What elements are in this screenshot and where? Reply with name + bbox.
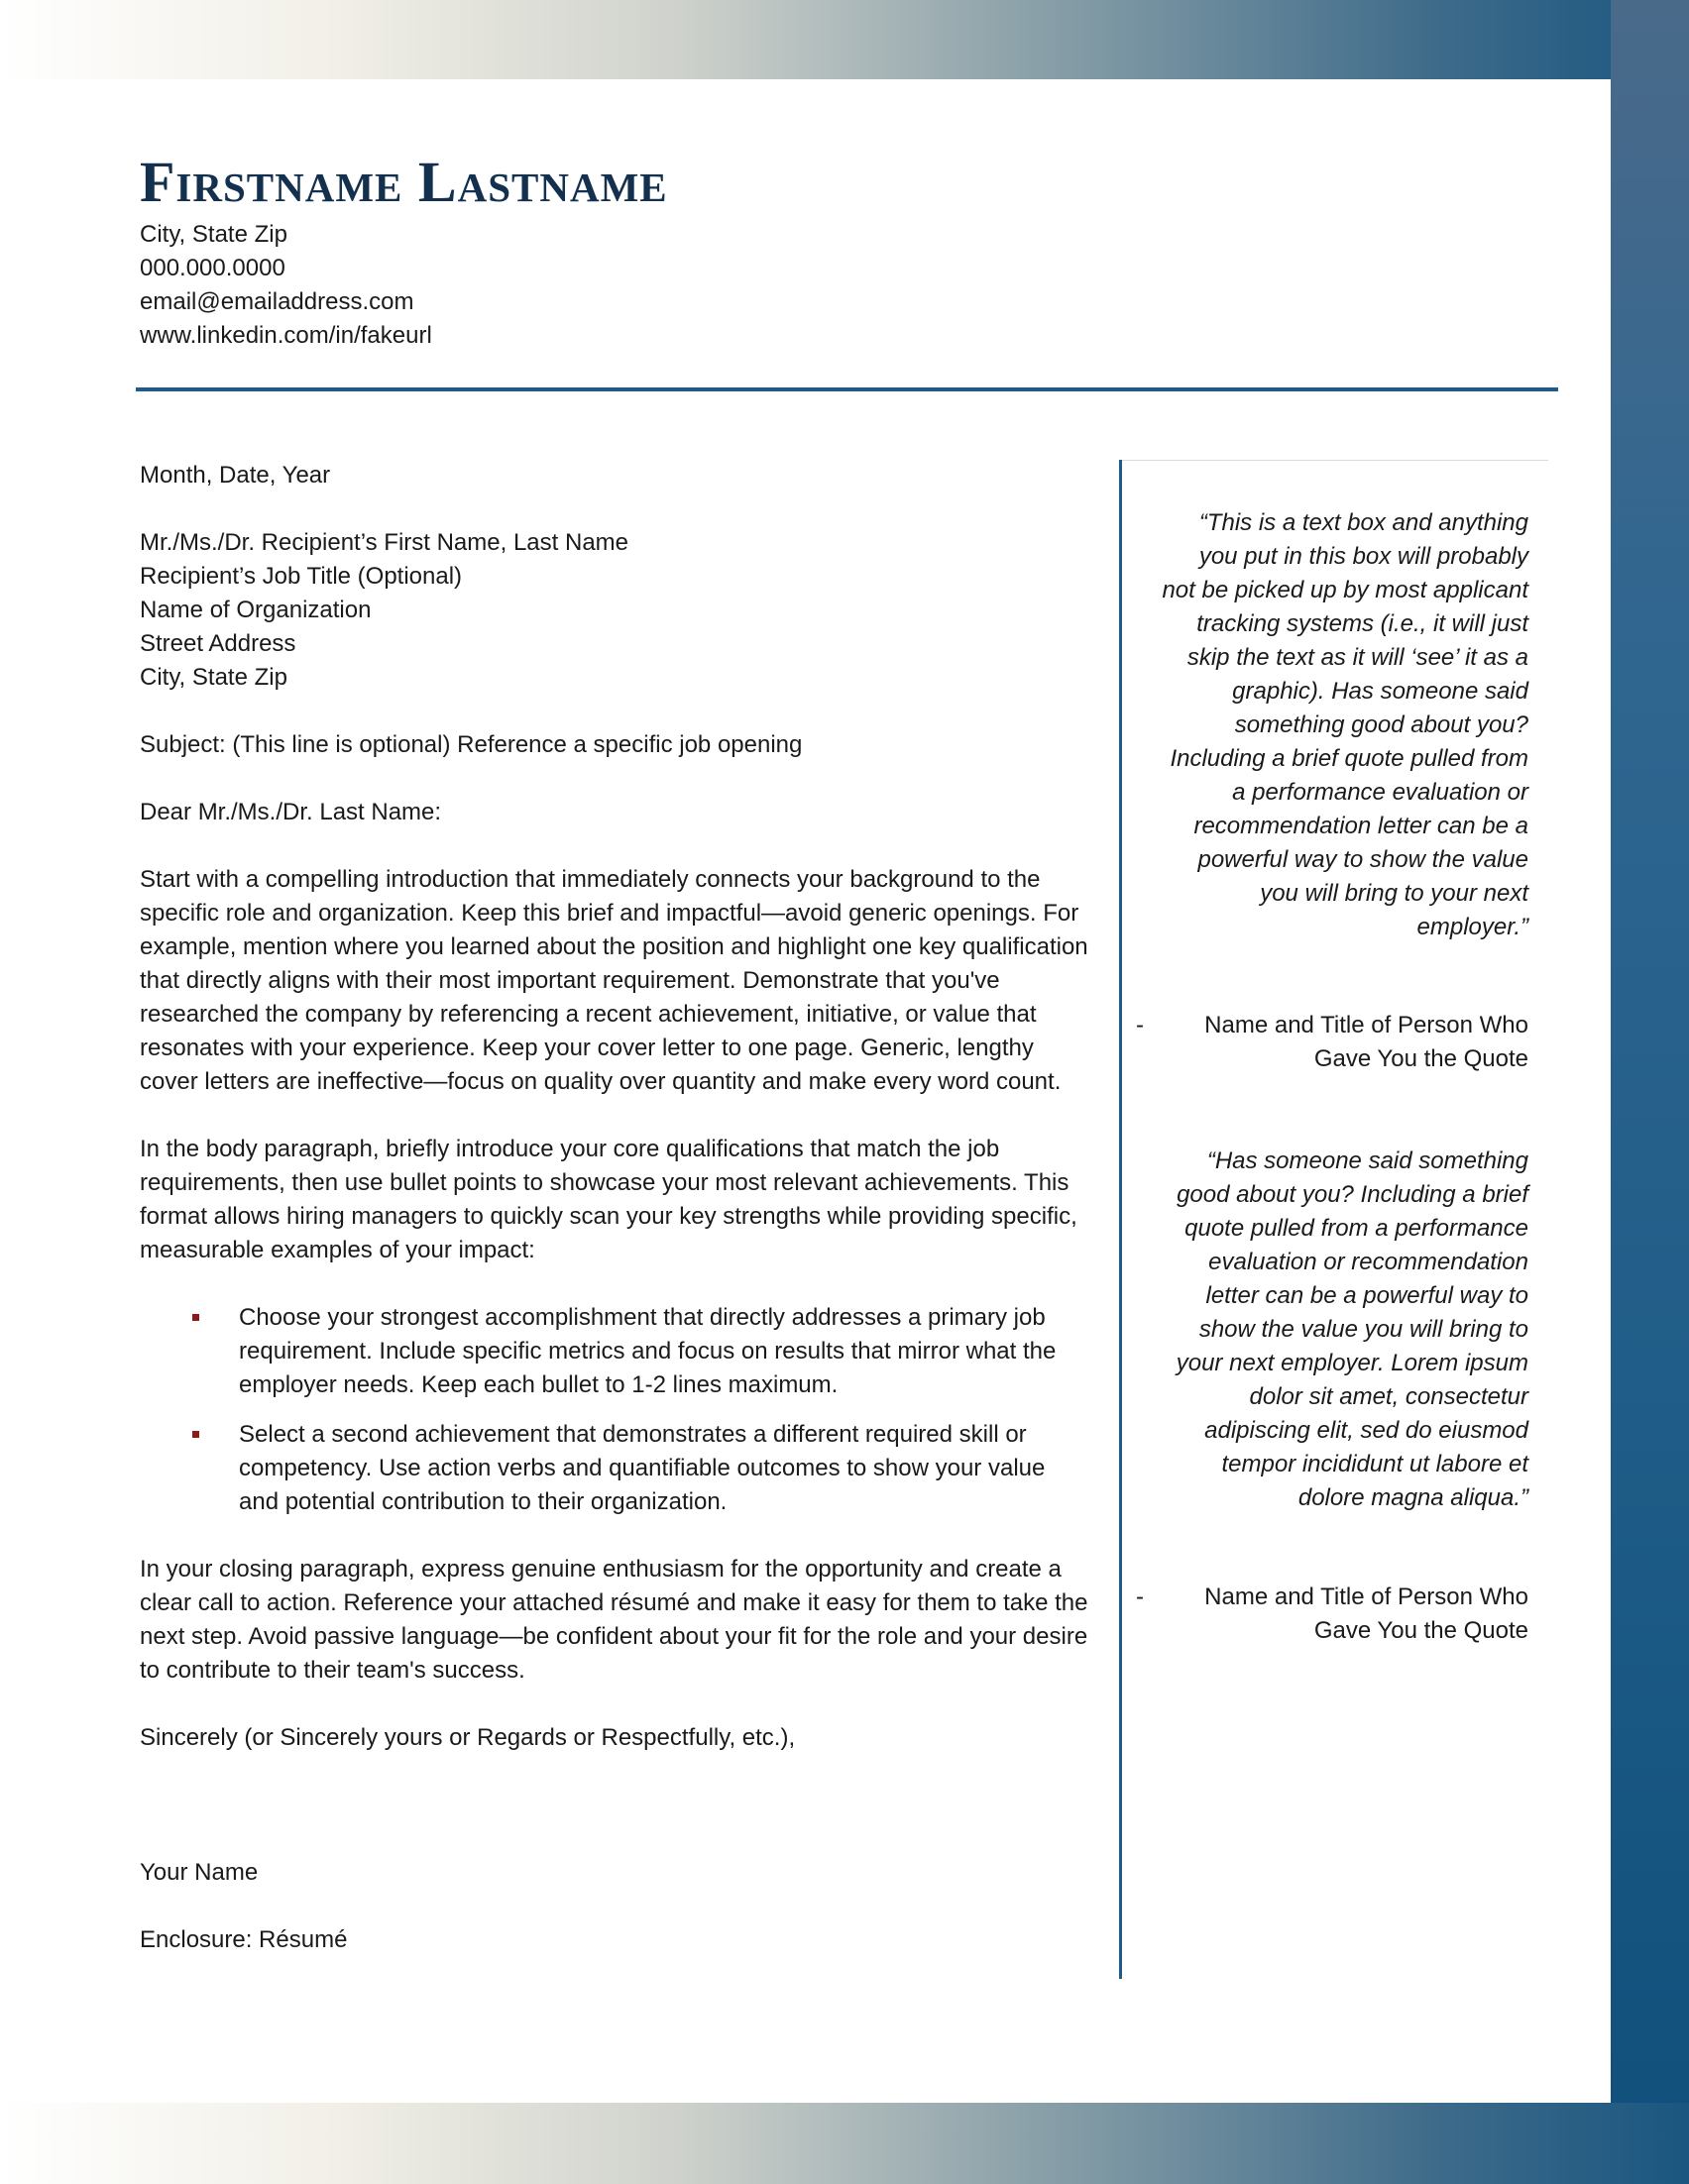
spacer xyxy=(140,1890,1091,1923)
contact-email: email@emailaddress.com xyxy=(140,288,414,315)
spacer xyxy=(140,492,1091,526)
salutation: Dear Mr./Ms./Dr. Last Name: xyxy=(140,799,442,825)
sidebar-top-rule xyxy=(1121,460,1548,461)
right-gradient-band xyxy=(1611,0,1689,2184)
recipient-street: Street Address xyxy=(140,630,296,657)
quote-attribution-2 xyxy=(1130,1581,1528,1648)
letter-date: Month, Date, Year xyxy=(140,462,331,489)
testimonial-quote-1: “This is a text box and anything you put in this box will probably not be picked up by most applicant tracking systems (i.e., it will just skip the text as it will ‘see’ it as a graphic). Has someone said something good about you? Including a brief quote pulled from a performance evaluation or recommendation letter can be a powerful way to show the value you will bring to your next employer.” xyxy=(1162,509,1528,940)
intro-paragraph: Start with a compelling introduction that immediately connects your background to the specific role and organization. Keep this brief and impactful—avoid generic openings. For example, mention where you learned about the position and highlight one key qualification that directly aligns with their most important requirement. Demonstrate that you've researched the company by referencing a recent achievement, initiative, or value that resonates with your experience. Keep your cover letter to one page. Generic, lengthy cover letters are ineffective—focus on quality over quantity and make every word count. xyxy=(140,866,1088,1095)
contact-city: City, State Zip xyxy=(140,221,287,248)
attribution-text: Name and Title of Person Who Gave You the Quote xyxy=(1204,1583,1528,1644)
testimonial-quote-2: “Has someone said something good about you? Including a brief quote pulled from a performance evaluation or recommendation letter can be a powerful way to show the value you will bring to your next employer. Lorem ipsum dolor sit amet, consectetur adipiscing elit, sed do eiusmod tempor incididunt ut labore et dolore magna aliqua.” xyxy=(1176,1147,1528,1511)
list-item xyxy=(140,1301,1091,1402)
sidebar-divider xyxy=(1119,460,1122,1979)
closing-paragraph: In your closing paragraph, express genuine enthusiasm for the opportunity and create a clear call to action. Reference your attached résumé and make it easy for them to take the next step. Avoid passive language—be confident about your fit for the role and your desire to contribute to their team's success. xyxy=(140,1556,1088,1684)
header-divider xyxy=(136,387,1558,391)
recipient-city: City, State Zip xyxy=(140,664,287,691)
recipient-title: Recipient’s Job Title (Optional) xyxy=(140,563,463,590)
applicant-name: Firstname Lastname xyxy=(140,150,668,214)
spacer xyxy=(140,1688,1091,1721)
letter-body xyxy=(140,459,1091,1957)
square-bullet-icon xyxy=(192,1314,199,1321)
list-item xyxy=(140,1418,1091,1519)
contact-linkedin: www.linkedin.com/in/fakeurl xyxy=(140,322,432,349)
signature-space xyxy=(140,1755,1091,1856)
attribution-dash: - xyxy=(1136,1012,1144,1038)
recipient-organization: Name of Organization xyxy=(140,597,372,623)
square-bullet-icon xyxy=(192,1431,199,1438)
body-paragraph: In the body paragraph, briefly introduce your core qualifications that match the job requirements, then use bullet points to showcase your most relevant achievements. This format allows hiring managers to quickly scan your key strengths while providing specific, measurable examples of your impact: xyxy=(140,1136,1077,1263)
top-gradient-band xyxy=(0,0,1689,79)
signoff: Sincerely (or Sincerely yours or Regards or Respectfully, etc.), xyxy=(140,1724,796,1751)
bottom-gradient-band xyxy=(0,2103,1689,2184)
spacer xyxy=(140,762,1091,796)
achievement-list xyxy=(140,1301,1091,1519)
recipient-name: Mr./Ms./Dr. Recipient’s First Name, Last Name xyxy=(140,529,629,556)
list-item-text: Select a second achievement that demonstrates a different required skill or competency. Use action verbs and quantifiable outcomes to show your value and potential contribution to their organization. xyxy=(239,1421,1046,1515)
attribution-dash: - xyxy=(1136,1583,1144,1610)
spacer xyxy=(140,829,1091,863)
enclosure-line: Enclosure: Résumé xyxy=(140,1926,348,1953)
quote-attribution-1 xyxy=(1130,1009,1528,1076)
spacer xyxy=(140,1267,1091,1301)
list-item-text: Choose your strongest accomplishment that directly addresses a primary job requirement. Include specific metrics and focus on results that mirror what the employer needs. Keep each bullet to 1-2 lines maximum. xyxy=(239,1304,1057,1398)
contact-block xyxy=(140,218,432,353)
spacer xyxy=(140,695,1091,728)
attribution-text: Name and Title of Person Who Gave You the Quote xyxy=(1204,1012,1528,1072)
spacer xyxy=(140,1099,1091,1133)
signature-name: Your Name xyxy=(140,1859,259,1886)
spacer xyxy=(140,1535,1091,1553)
contact-phone: 000.000.0000 xyxy=(140,255,285,281)
subject-line: Subject: (This line is optional) Reference a specific job opening xyxy=(140,731,803,758)
